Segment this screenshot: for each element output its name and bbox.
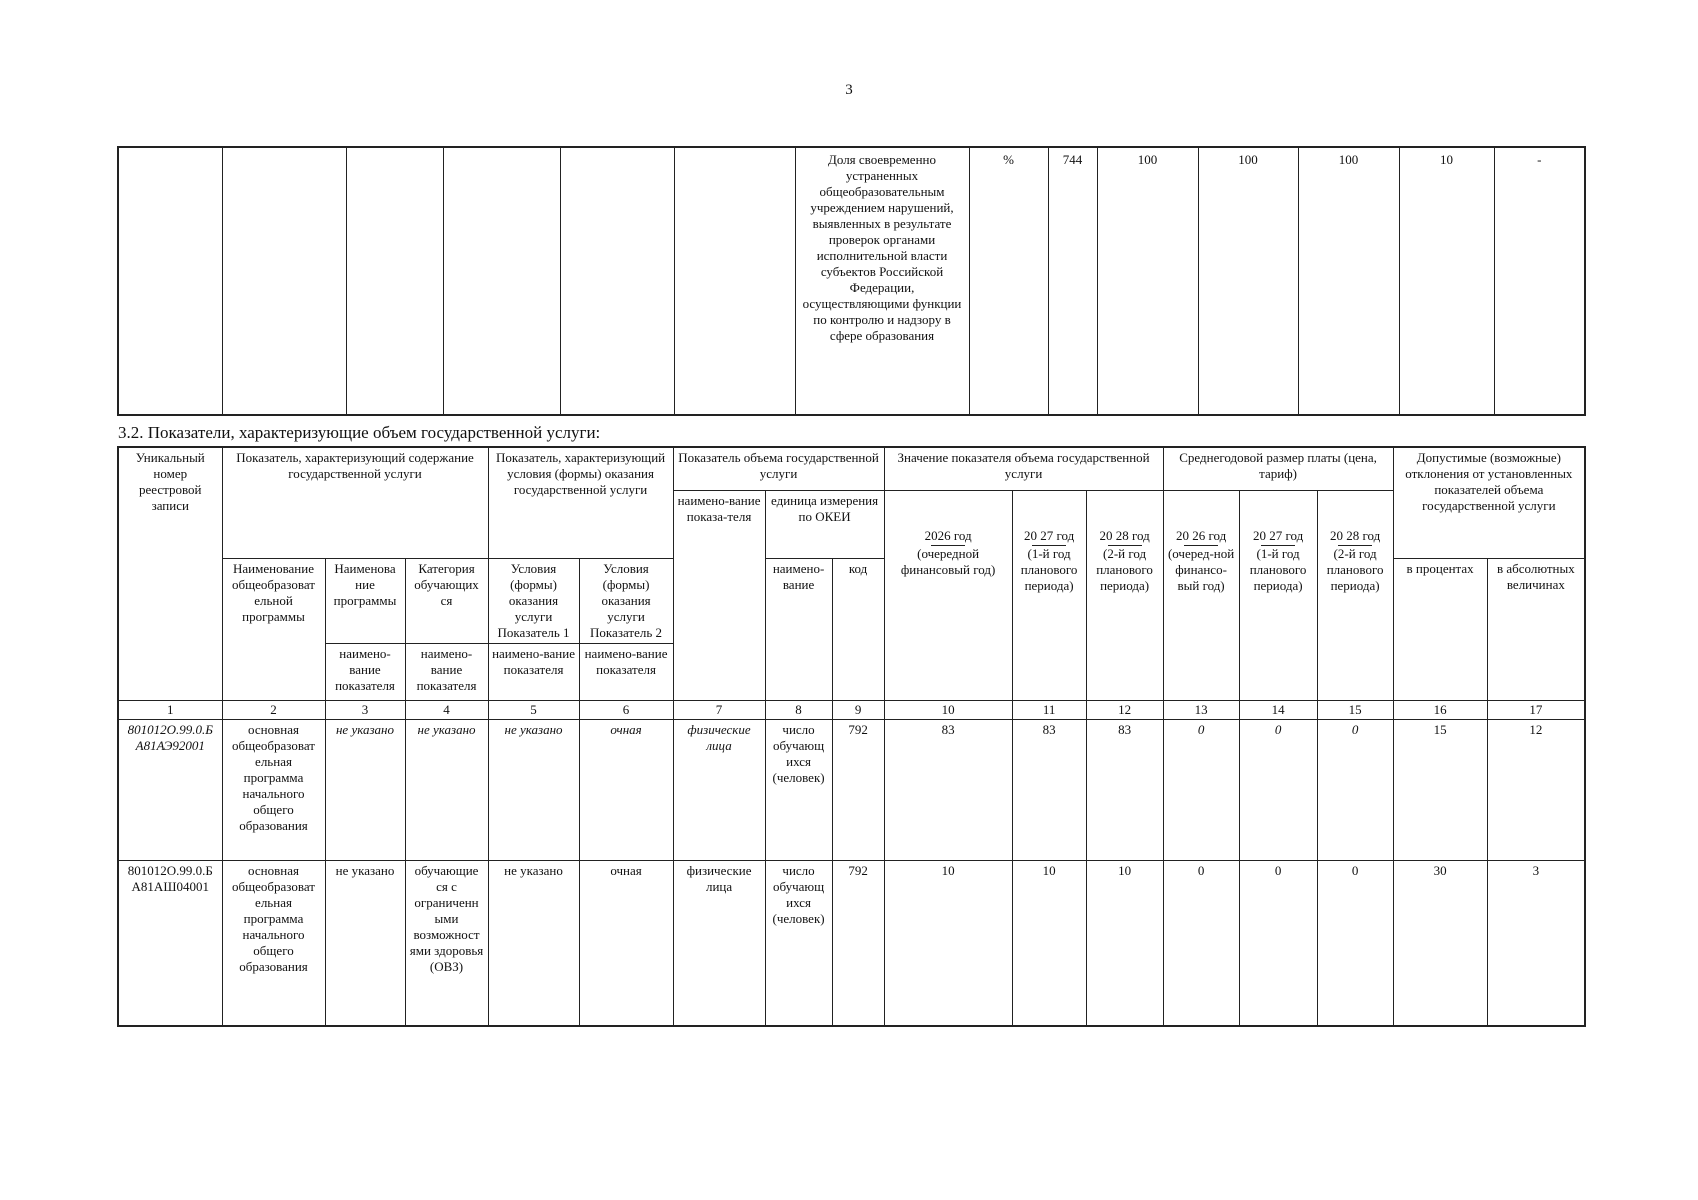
fee-2028: 0 (1317, 861, 1393, 1027)
volume-indicator: физические лица (673, 720, 765, 861)
header-volume-name: наимено-вание показа-теля (673, 491, 765, 701)
column-number: 3 (325, 701, 405, 720)
registry-number: 801012О.99.0.Б А81АЭ92001 (118, 720, 222, 861)
value-2027: 83 (1012, 720, 1086, 861)
header-fee-2027 (1239, 491, 1317, 701)
column-number: 11 (1012, 701, 1086, 720)
value-2026-year: 2026 год (924, 528, 972, 543)
quality-unit: % (969, 147, 1048, 415)
deviation-percent: 30 (1393, 861, 1487, 1027)
condition-2: очная (579, 720, 673, 861)
fee-2028-desc: (2-й год планового периода) (1326, 546, 1384, 593)
deviation-absolute: 3 (1487, 861, 1585, 1027)
empty-cell (346, 147, 443, 415)
column-number: 8 (765, 701, 832, 720)
empty-cell (118, 147, 222, 415)
volume-indicator-table (117, 446, 1586, 1027)
header-deviation-group: Допустимые (возможные) отклонения от установленных показателей объема государственной услуги (1393, 447, 1585, 559)
value-2028: 10 (1086, 861, 1163, 1027)
column-number: 14 (1239, 701, 1317, 720)
header-c6-sub: наимено-вание показателя (579, 644, 673, 701)
fee-2028-year: 20 28 год (1329, 528, 1381, 543)
student-category: не указано (405, 720, 488, 861)
quality-deviation-absolute: - (1494, 147, 1585, 415)
value-2027-year: 20 27 год (1023, 528, 1075, 543)
value-2026-desc: (очередной финансовый год) (900, 546, 996, 577)
value-2028-desc: (2-й год планового периода) (1096, 546, 1153, 593)
column-number: 12 (1086, 701, 1163, 720)
fee-2026-desc: (очеред-ной финансо-вый год) (1167, 546, 1235, 593)
volume-indicator: физические лица (673, 861, 765, 1027)
empty-cell (674, 147, 795, 415)
column-number: 13 (1163, 701, 1239, 720)
column-number: 17 (1487, 701, 1585, 720)
table-row (118, 720, 1585, 861)
quality-value-2027: 100 (1198, 147, 1298, 415)
table-row (118, 861, 1585, 1027)
header-value-2026 (884, 491, 1012, 701)
header-c3: Наименова ние программы (325, 559, 405, 644)
value-2026: 10 (884, 861, 1012, 1027)
quality-indicator-table (117, 146, 1586, 416)
header-c2: Наименование общеобразоват ельной программы (222, 559, 325, 701)
column-number: 15 (1317, 701, 1393, 720)
column-number: 9 (832, 701, 884, 720)
header-c3-sub: наимено-вание показателя (325, 644, 405, 701)
empty-cell (560, 147, 674, 415)
deviation-absolute: 12 (1487, 720, 1585, 861)
header-unit-name: наимено-вание (765, 559, 832, 701)
quality-okei: 744 (1048, 147, 1097, 415)
column-number: 16 (1393, 701, 1487, 720)
student-category: обучающие ся с ограниченн ыми возможност ями здоровья (ОВЗ) (405, 861, 488, 1027)
header-c4: Категория обучающих ся (405, 559, 488, 644)
condition-1: не указано (488, 861, 579, 1027)
header-unit-code: код (832, 559, 884, 701)
unit-name: число обучающ ихся (человек) (765, 720, 832, 861)
header-value-2028 (1086, 491, 1163, 701)
condition-1: не указано (488, 720, 579, 861)
header-deviation-absolute: в абсолютных величинах (1487, 559, 1585, 701)
unit-code: 792 (832, 861, 884, 1027)
value-2028: 83 (1086, 720, 1163, 861)
program-title: не указано (325, 861, 405, 1027)
condition-2: очная (579, 861, 673, 1027)
section-heading: 3.2. Показатели, характеризующие объем государственной услуги: (118, 423, 601, 442)
column-number: 10 (884, 701, 1012, 720)
header-conditions-group: Показатель, характеризующий условия (формы) оказания государственной услуги (488, 447, 673, 559)
fee-2026: 0 (1163, 861, 1239, 1027)
header-c5-sub: наимено-вание показателя (488, 644, 579, 701)
column-number: 2 (222, 701, 325, 720)
quality-value-2028: 100 (1298, 147, 1399, 415)
header-deviation-percent: в процентах (1393, 559, 1487, 701)
fee-2027: 0 (1239, 720, 1317, 861)
header-volume-group: Показатель объема государственной услуги (673, 447, 884, 491)
column-number: 4 (405, 701, 488, 720)
fee-2027: 0 (1239, 861, 1317, 1027)
fee-2027-desc: (1-й год планового периода) (1249, 546, 1307, 593)
value-2028-year: 20 28 год (1099, 528, 1150, 543)
deviation-percent: 15 (1393, 720, 1487, 861)
unit-code: 792 (832, 720, 884, 861)
header-unique-number: Уникальный номер реестровой записи (118, 447, 222, 701)
fee-2028: 0 (1317, 720, 1393, 861)
header-c5: Условия (формы) оказания услуги Показатель 1 (488, 559, 579, 644)
fee-2026: 0 (1163, 720, 1239, 861)
header-value-2027 (1012, 491, 1086, 701)
header-fee-2028 (1317, 491, 1393, 701)
empty-cell (443, 147, 560, 415)
column-number: 1 (118, 701, 222, 720)
column-number: 5 (488, 701, 579, 720)
header-fee-2026 (1163, 491, 1239, 701)
fee-2026-year: 20 26 год (1175, 528, 1227, 543)
fee-2027-year: 20 27 год (1252, 528, 1304, 543)
column-number: 7 (673, 701, 765, 720)
value-2027-desc: (1-й год планового периода) (1020, 546, 1078, 593)
program-title: не указано (325, 720, 405, 861)
column-number: 6 (579, 701, 673, 720)
header-c4-sub: наимено-вание показателя (405, 644, 488, 701)
value-2026: 83 (884, 720, 1012, 861)
quality-value-2026: 100 (1097, 147, 1198, 415)
value-2027: 10 (1012, 861, 1086, 1027)
registry-number: 801012О.99.0.Б А81АШ04001 (118, 861, 222, 1027)
quality-indicator-name: Доля своевременно устраненных общеобразовательным учреждением нарушений, выявленных в результате проверок органами исполнительной власти субъектов Российской Федерации, осуществляющими функции по контролю и надзору в сфере образования (795, 147, 969, 415)
empty-cell (222, 147, 346, 415)
header-fee-group: Среднегодовой размер платы (цена, тариф) (1163, 447, 1393, 491)
header-content-group: Показатель, характеризующий содержание государственной услуги (222, 447, 488, 559)
page-number: 3 (845, 82, 853, 98)
header-c6: Условия (формы) оказания услуги Показатель 2 (579, 559, 673, 644)
unit-name: число обучающ ихся (человек) (765, 861, 832, 1027)
program-name: основная общеобразоват ельная программа начального общего образования (222, 861, 325, 1027)
header-volume-unit: единица измерения по ОКЕИ (765, 491, 884, 559)
header-value-group: Значение показателя объема государственной услуги (884, 447, 1163, 491)
quality-deviation-percent: 10 (1399, 147, 1494, 415)
program-name: основная общеобразоват ельная программа начального общего образования (222, 720, 325, 861)
